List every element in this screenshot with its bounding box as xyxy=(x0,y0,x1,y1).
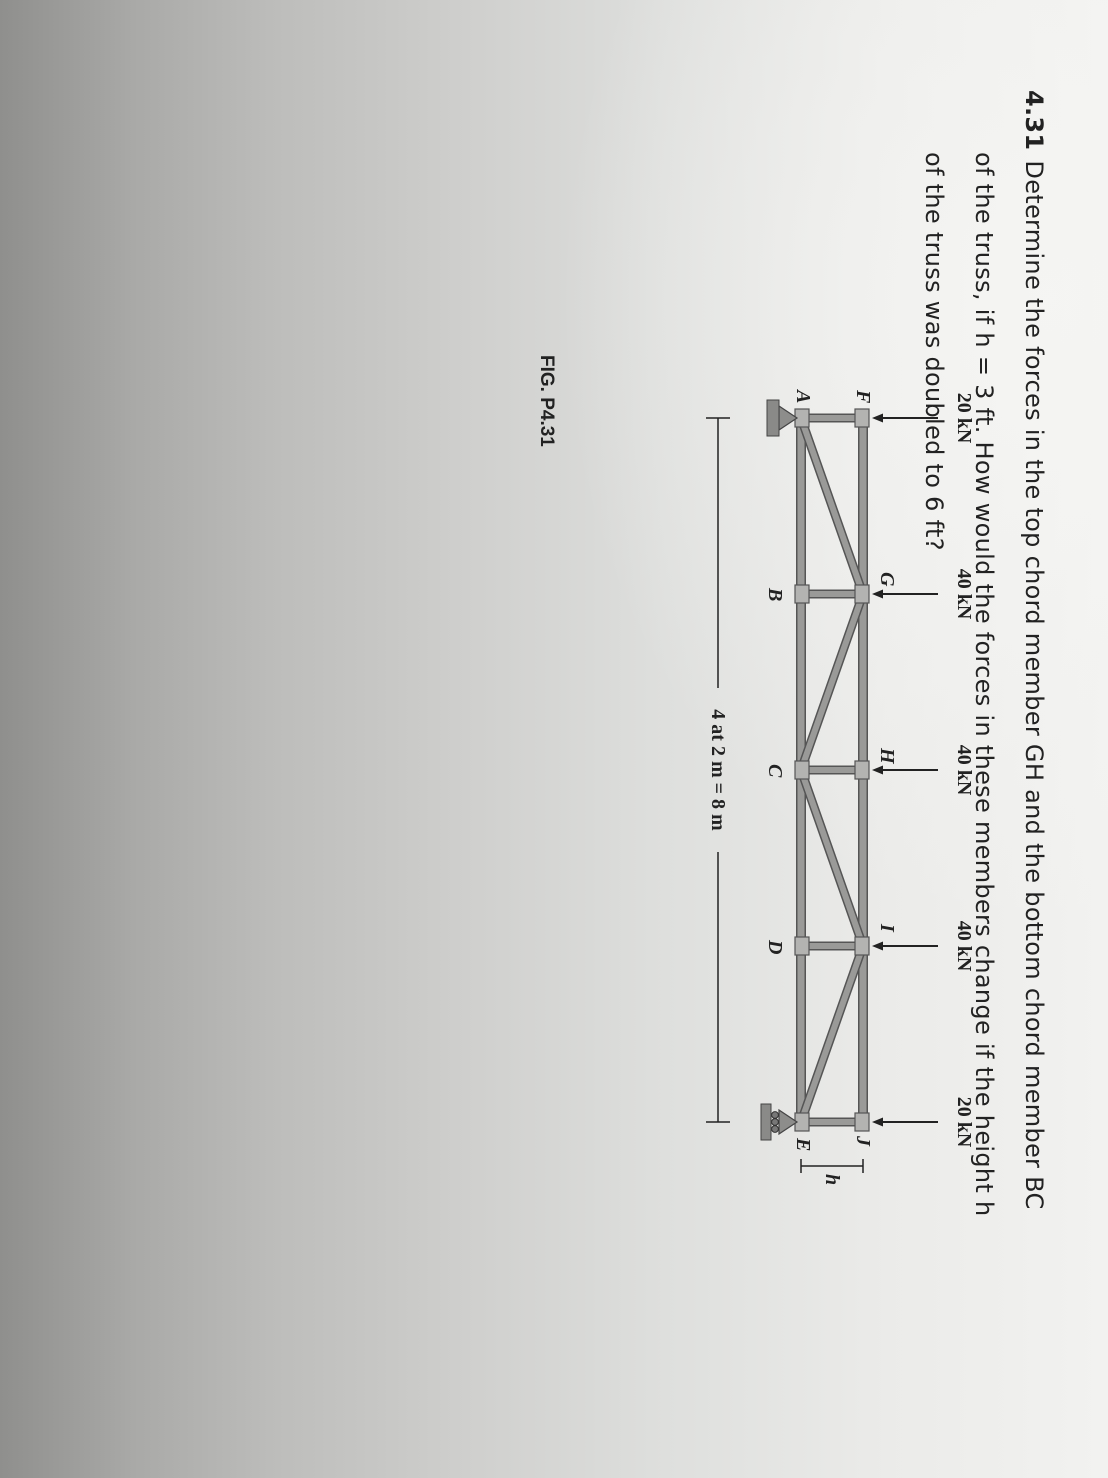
load-arrow-head-3 xyxy=(872,942,883,951)
joint-label-E: E xyxy=(792,1138,814,1152)
figure-caption: FIG. P4.31 xyxy=(536,355,557,447)
truss-members xyxy=(801,418,863,1122)
diagonal-AG xyxy=(801,418,863,594)
roller-support-E-triangle xyxy=(779,1110,797,1134)
gusset-H xyxy=(855,761,869,779)
pin-support-A-triangle xyxy=(779,406,797,430)
gusset-J xyxy=(855,1113,869,1131)
roller-support-E-roller-0 xyxy=(772,1112,779,1119)
truss-loads xyxy=(872,393,975,1148)
problem-number: 4.31 xyxy=(1020,90,1048,151)
problem-line-2: of the truss, if h = 3 ft. How would the forces in these members change if the height h xyxy=(970,152,998,1217)
load-label-4: 20 kN xyxy=(953,1096,975,1148)
load-arrow-head-0 xyxy=(872,414,883,423)
joint-label-I: I xyxy=(876,924,898,932)
joint-label-G: G xyxy=(876,572,898,587)
joint-label-H: H xyxy=(876,748,898,764)
joint-label-J: J xyxy=(852,1136,874,1146)
span-label: 4 at 2 m = 8 m xyxy=(707,709,729,831)
joint-label-D: D xyxy=(764,940,786,955)
problem-line-1: 4.31Determine the forces in the top chord member GH and the bottom chord member BC xyxy=(1020,90,1048,1210)
joint-label-C: C xyxy=(764,764,786,778)
diagonal-GC xyxy=(801,594,863,770)
gusset-B xyxy=(795,585,809,603)
gusset-D xyxy=(795,937,809,955)
gusset-C xyxy=(795,761,809,779)
gusset-I xyxy=(855,937,869,955)
diagonal-IE xyxy=(801,946,863,1122)
load-label-3: 40 kN xyxy=(953,920,975,972)
joint-label-B: B xyxy=(764,588,786,602)
gusset-F xyxy=(855,409,869,427)
load-label-1: 40 kN xyxy=(953,568,975,620)
load-label-2: 40 kN xyxy=(953,744,975,796)
load-arrow-head-4 xyxy=(872,1118,883,1127)
roller-support-E-roller-1 xyxy=(772,1119,779,1126)
diagonal-CI xyxy=(801,770,863,946)
height-label: h xyxy=(821,1174,843,1186)
load-arrow-head-1 xyxy=(872,590,883,599)
roller-support-E-roller-2 xyxy=(772,1126,779,1133)
roller-support-E-base xyxy=(761,1104,771,1140)
pin-support-A-base xyxy=(767,400,779,436)
joint-label-A: A xyxy=(792,390,814,404)
problem-line-3: of the truss was doubled to 6 ft? xyxy=(920,152,948,551)
load-label-0: 20 kN xyxy=(953,392,975,444)
gusset-G xyxy=(855,585,869,603)
load-arrow-head-2 xyxy=(872,766,883,775)
joint-label-F: F xyxy=(852,390,874,404)
